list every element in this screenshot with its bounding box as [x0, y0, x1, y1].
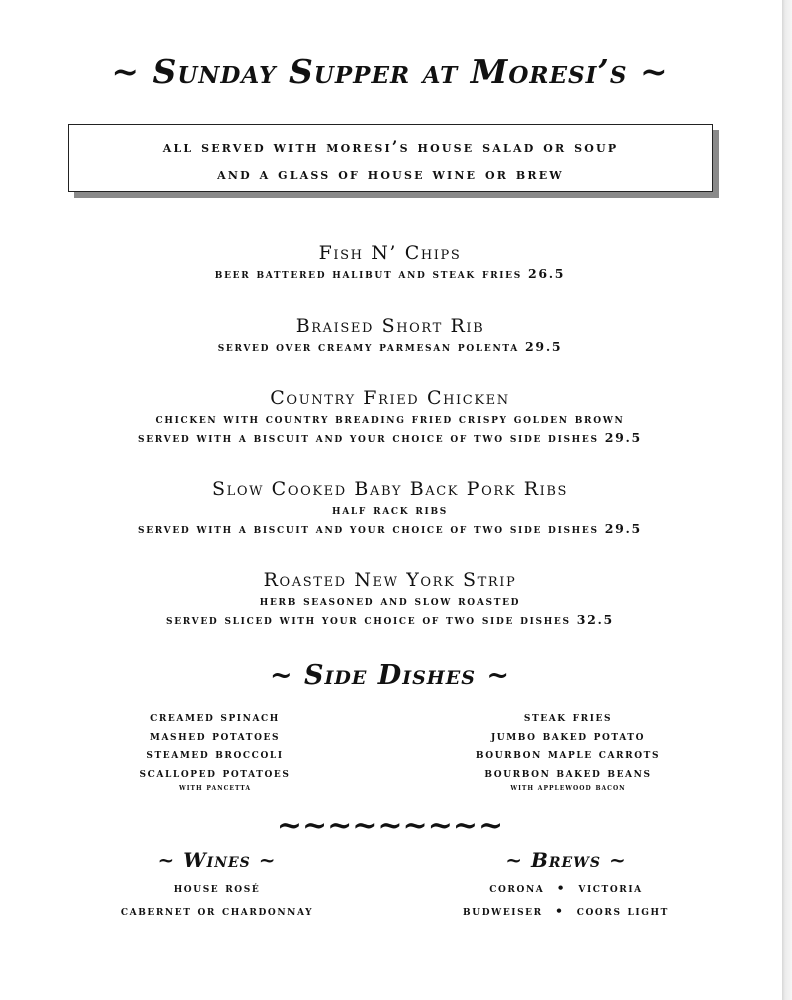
dish-name: Slow Cooked Baby Back Pork Ribs [211, 478, 569, 500]
side-item: bourbon baked beans [484, 764, 652, 780]
side-item: creamed spinach [150, 709, 280, 724]
side-item: steak fries [523, 709, 613, 724]
brews-title: ~ Brews ~ [505, 848, 627, 872]
side-note: with applewood bacon [510, 782, 626, 792]
dish-description: served over creamy parmesan polenta 29.5 [217, 339, 563, 354]
brew-item: budweiser [463, 903, 543, 918]
side-item: bourbon maple carrots [475, 746, 661, 761]
dish-country-fried-chicken [0, 387, 780, 447]
side-item: scalloped potatoes [139, 764, 291, 780]
side-dishes-title: ~ Side Dishes ~ [270, 660, 510, 691]
brew-item: coors light [576, 903, 669, 918]
wine-item: house rosé [173, 880, 261, 895]
brew-row [406, 876, 726, 899]
dish-baby-back-ribs [0, 478, 780, 538]
wines-column [57, 848, 377, 922]
menu-title: ~ Sunday Supper at Moresi’s ~ [111, 52, 669, 91]
dish-description: served with a biscuit and your choice of two side dishes 29.5 [138, 430, 642, 445]
brew-item: victoria [578, 880, 643, 895]
bullet-icon: • [554, 903, 565, 918]
dish-braised-short-rib [0, 315, 780, 356]
bullet-icon: • [556, 880, 567, 895]
dish-fish-n-chips [0, 242, 780, 283]
brew-row [406, 899, 726, 922]
dish-description: served with a biscuit and your choice of two side dishes 29.5 [138, 521, 642, 536]
dish-description: served sliced with your choice of two side dishes 32.5 [166, 612, 614, 627]
wine-item: cabernet or chardonnay [120, 903, 314, 918]
banner-line-1: all served with moresi’s house salad or soup [162, 137, 619, 156]
dish-description: herb seasoned and slow roasted [259, 593, 521, 608]
dish-name: Country Fried Chicken [270, 387, 510, 409]
brews-column [406, 848, 726, 922]
side-item: jumbo baked potato [490, 727, 646, 743]
brew-item: corona [489, 880, 545, 895]
sides-left-column [55, 708, 375, 792]
wines-title: ~ Wines ~ [157, 848, 277, 872]
dish-description: half rack ribs [332, 502, 448, 517]
dish-description: chicken with country breading fried crispy golden brown [155, 411, 625, 426]
side-note: with pancetta [178, 782, 252, 792]
dish-name: Braised Short Rib [295, 315, 485, 337]
dish-description: beer battered halibut and steak fries 26.5 [214, 266, 566, 281]
banner-line-2: and a glass of house wine or brew [217, 164, 564, 183]
dish-name: Roasted New York Strip [263, 569, 517, 591]
dish-name: Fish N’ Chips [318, 242, 462, 264]
page-edge [782, 0, 792, 1000]
included-banner [68, 124, 713, 192]
side-item: mashed potatoes [149, 727, 281, 743]
side-item: steamed broccoli [146, 746, 284, 761]
tilde-divider: ~~~~~~~~~ [276, 808, 504, 843]
dish-new-york-strip [0, 569, 780, 629]
sides-right-column [408, 708, 728, 792]
